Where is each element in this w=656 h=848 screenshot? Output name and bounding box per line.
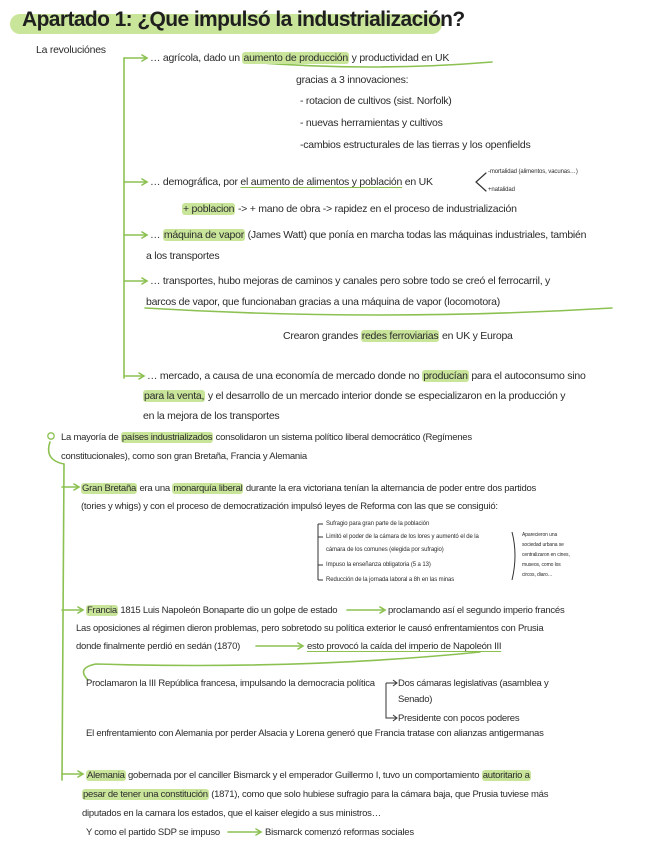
page-title: Apartado 1: ¿Que impulsó la industrialización? <box>22 8 465 31</box>
gb-side-note-1: Aparecieron una <box>522 532 558 538</box>
maquina-pre: … <box>150 229 161 241</box>
gb-line-1 <box>81 482 536 495</box>
gb-reform-4: Impuso la enseñanza obligatoria (5 a 13) <box>326 562 431 568</box>
paises-line-1 <box>61 431 472 444</box>
francia-caida: esto provocó la caída del imperio de Napoleón III <box>307 641 502 652</box>
demografica-branch-2: +natalidad <box>488 187 515 193</box>
demografica-pre: … demográfica, por <box>150 176 238 188</box>
francia-arrow-2-text <box>307 640 501 653</box>
mercado-line-2 <box>143 390 565 403</box>
agricola-line <box>150 52 449 65</box>
mercado-highlight-2: para la venta, <box>144 390 205 402</box>
crearon-post: en UK y Europa <box>442 330 513 342</box>
gb-mid: era una <box>139 483 170 494</box>
francia-line-1 <box>86 604 337 617</box>
maquina-line-1 <box>150 229 586 242</box>
mercado-pre: … mercado, a causa de una economía de mercado donde no <box>147 370 420 382</box>
transportes-line-2: barcos de vapor, que funcionaban gracias a una máquina de vapor (locomotora) <box>146 296 500 308</box>
gb-highlight-1: Gran Bretaña <box>82 483 137 494</box>
agricola-item-3: -cambios estructurales de las tierras y los openfields <box>300 139 531 151</box>
agricola-highlight: aumento de producción <box>243 52 348 64</box>
alemania-arrow-text: Bismarck comenzó reformas sociales <box>265 827 414 838</box>
alemania-line-3: diputados en la camara los estados, que el kaiser elegido a sus ministros… <box>82 808 381 819</box>
maquina-line-2: a los transportes <box>146 250 220 262</box>
demografica-chain <box>182 203 517 216</box>
gb-reform-1: Sufragio para gran parte de la población <box>326 521 430 527</box>
agricola-item-2: - nuevas herramientas y cultivos <box>300 117 443 129</box>
alemania-line-2 <box>82 788 548 801</box>
crearon-pre: Crearon grandes <box>283 330 359 342</box>
gb-side-note-3: centralizaron en cines, <box>522 552 570 558</box>
agricola-item-1: - rotacion de cultivos (sist. Norfolk) <box>300 95 452 107</box>
revoluciones-intro: La revoluciónes <box>36 44 106 56</box>
mercado-line-3: en la mejora de los transportes <box>143 410 280 422</box>
demografica-chain-text: -> + mano de obra -> rapidez en el proceso de industrialización <box>237 203 517 215</box>
mercado-highlight-1: producían <box>423 370 468 382</box>
demografica-post: en UK <box>404 176 433 188</box>
gb-side-note-5: circos, diaro… <box>522 572 553 578</box>
agricola-gracias: gracias a 3 innovaciones: <box>296 74 409 86</box>
alemania-line-2-text: (1871), como que solo hubiese sufragio para la cámara baja, que Prusia tuviese más <box>211 789 549 800</box>
paises-bullet <box>48 433 54 439</box>
paises-post: consolidaron un sistema político liberal democrático (Regímenes <box>215 432 472 443</box>
gb-side-note-4: museos, como los <box>522 562 561 568</box>
mercado-line-2-text: y el desarrollo de un mercado interior donde se especializaron en la producción y <box>207 390 566 402</box>
francia-line-1-text: 1815 Luis Napoleón Bonaparte dio un golpe de estado <box>120 605 338 616</box>
francia-presidente: Presidente con pocos poderes <box>398 713 520 724</box>
mercado-post: para el autoconsumo sino <box>471 370 586 382</box>
gb-reform-2: Limitó el poder de la cámara de los lores y aumentó el de la <box>326 534 479 540</box>
alemania-line-1-text: gobernada por el canciller Bismarck y el emperador Guillermo I, tuvo un comportamiento <box>128 770 480 781</box>
maquina-text: (James Watt) que ponía en marcha todas las máquinas industriales, también <box>247 229 587 241</box>
francia-arrow-1-text: proclamando así el segundo imperio francés <box>388 605 565 616</box>
alemania-line-1 <box>86 769 531 782</box>
mercado-line-1 <box>147 370 586 383</box>
alemania-line-4: Y como el partido SDP se impuso <box>86 827 220 838</box>
gb-post: durante la era victoriana tenían la alternancia de poder entre dos partidos <box>245 483 537 494</box>
gb-highlight-2: monarquía liberal <box>173 483 243 494</box>
francia-line-2: Las oposiciones al régimen dieron problemas, pero sobretodo su política exterior le causó enfrentamientos con Prusia <box>76 623 544 634</box>
demografica-line <box>150 176 433 189</box>
transportes-crearon <box>283 330 513 343</box>
francia-camaras-1: Dos cámaras legislativas (asamblea y <box>398 678 549 689</box>
francia-camaras-2: Senado) <box>398 694 433 705</box>
alemania-highlight-2: autoritario a <box>482 770 530 781</box>
crearon-highlight: redes ferroviarias <box>361 330 439 342</box>
gb-reform-5: Reducción de la jornada laboral a 8h en las minas <box>326 577 455 583</box>
francia-enfrentamiento: El enfrentamiento con Alemania por perder Alsacia y Lorena generó que Francia tratase con alianzas antigermanas <box>86 728 544 739</box>
francia-proclamaron: Proclamaron la III República francesa, impulsando la democracia política <box>86 678 375 689</box>
transportes-line-1: … transportes, hubo mejoras de caminos y canales pero sobre todo se creó el ferrocarril, y <box>150 275 551 287</box>
agricola-pre: … agrícola, dado un <box>150 52 240 64</box>
demografica-highlight: el aumento de alimentos y población <box>240 176 403 188</box>
demografica-branch-1: -mortalidad (alimentos, vacunas…) <box>488 169 578 175</box>
francia-highlight: Francia <box>87 605 117 616</box>
agricola-post: y productividad en UK <box>351 52 450 64</box>
alemania-highlight-1: Alemania <box>87 770 125 781</box>
francia-line-3: donde finalmente perdió en sedán (1870) <box>76 641 241 652</box>
alemania-highlight-3: pesar de tener una constitución <box>83 789 208 800</box>
paises-pre: La mayoría de <box>61 432 119 443</box>
paises-line-2: constitucionales), como son gran Bretaña, Francia y Alemania <box>61 451 307 462</box>
demografica-chain-highlight: + poblacion <box>183 203 235 215</box>
transportes-brace <box>145 308 612 315</box>
gb-line-2: (tories y whigs) y con el proceso de democratización impulsó leyes de Reforma con las que se consiguió: <box>81 501 498 512</box>
maquina-highlight: máquina de vapor <box>163 229 244 241</box>
gb-reform-3: cámara de los comunes (elegida por sufragio) <box>326 547 444 553</box>
gb-side-note-2: sociedad urbana se <box>522 542 564 548</box>
paises-highlight: países industrializados <box>121 432 213 443</box>
paises-vertical <box>62 464 64 780</box>
